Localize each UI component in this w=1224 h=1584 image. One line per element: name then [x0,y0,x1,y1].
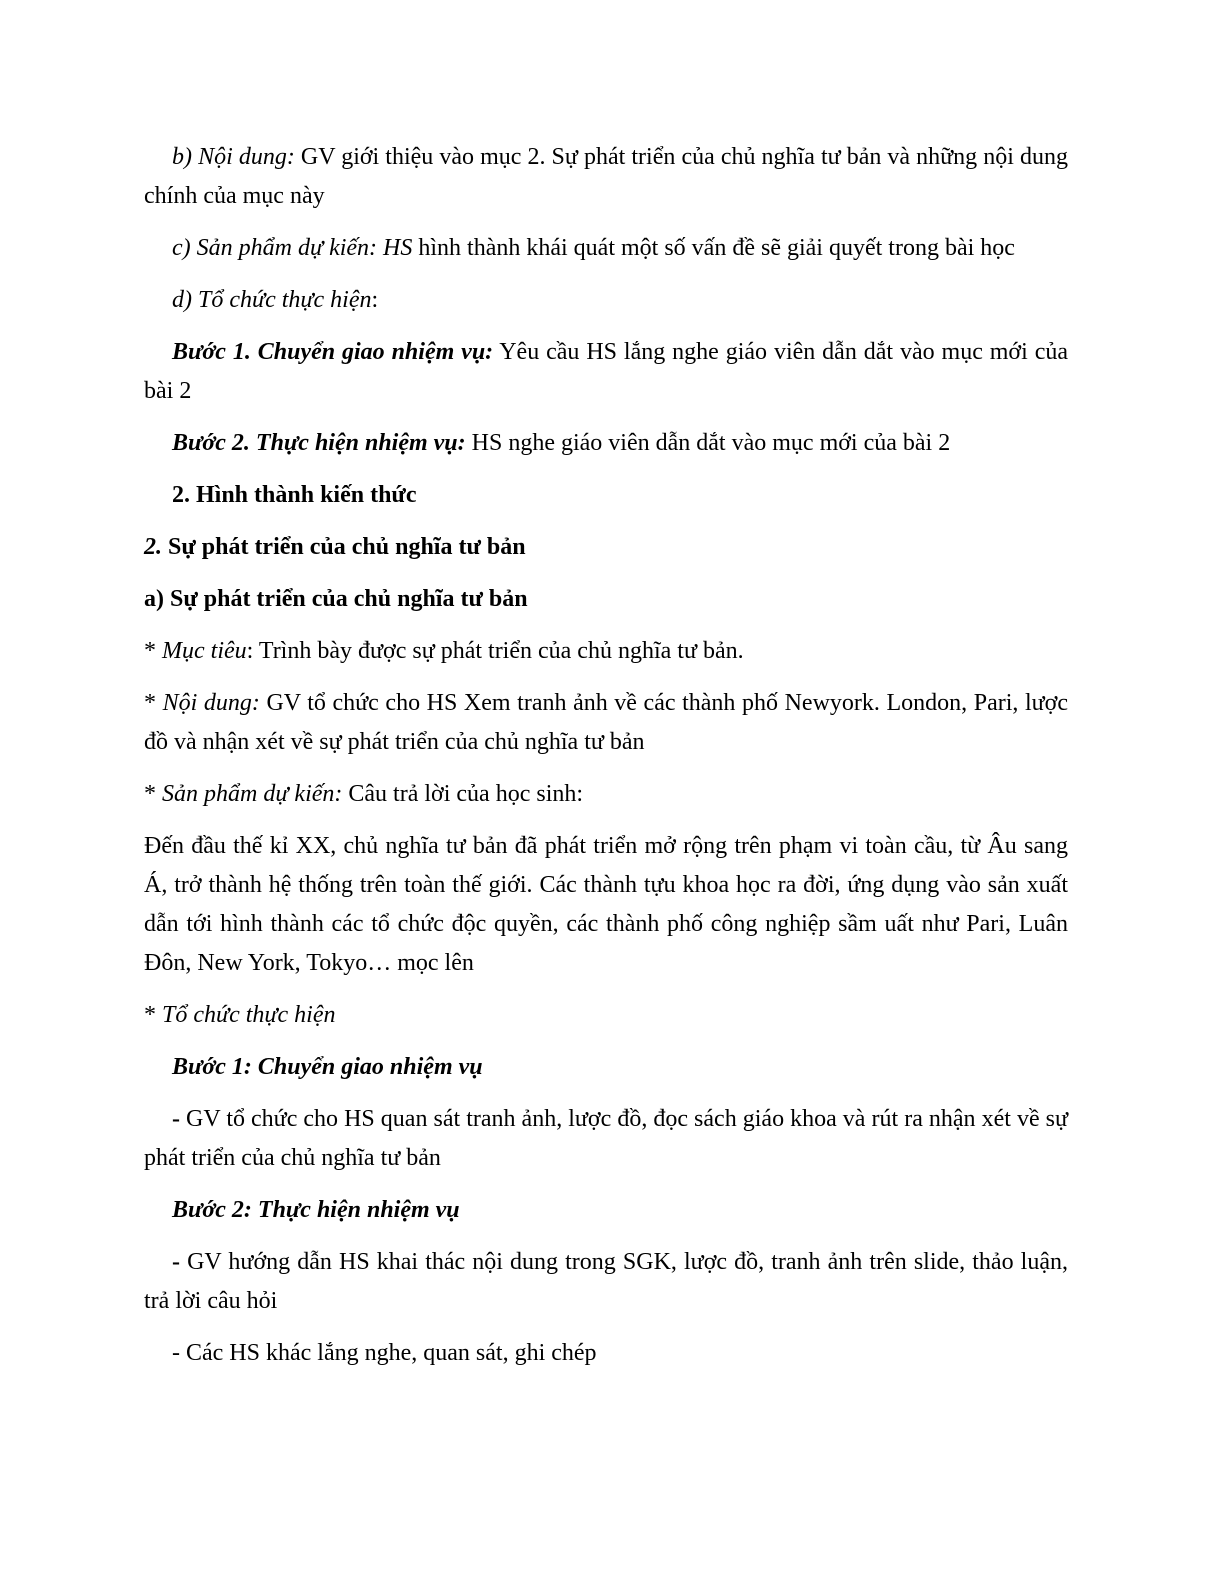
paragraph-gv-to-chuc [144,1100,1068,1178]
text-noi-dung-2: GV tổ chức cho HS Xem tranh ảnh về các thành phố Newyork. London, Pari, lược đồ và nhận xét về sự phát triển của chủ nghĩa tư bản [144,690,1069,755]
bullet-star: * [144,638,162,664]
label-noi-dung-2: Nội dung: [162,690,260,716]
heading-hinh-thanh-kien-thuc: 2. Hình thành kiến thức [172,482,417,508]
heading-buoc-1: Bước 1: Chuyển giao nhiệm vụ [172,1054,483,1080]
label-san-pham-2: Sản phẩm dự kiến: [162,781,343,807]
heading-buoc-2: Bước 2: Thực hiện nhiệm vụ [172,1197,460,1223]
paragraph-san-pham [144,229,1068,268]
document-page [144,138,1068,1386]
text-gv-huong-dan: GV hướng dẫn HS khai thác nội dung trong SGK, lược đồ, tranh ảnh trên slide, thảo luận, trả lời câu hỏi [144,1249,1068,1314]
label-noi-dung: b) Nội dung: [172,144,295,170]
text-muc-tieu: : Trình bày được sự phát triển của chủ nghĩa tư bản. [246,638,744,664]
text-san-pham: hình thành khái quát một số vấn đề sẽ giải quyết trong bài học [412,235,1015,261]
paragraph-buoc-2 [144,424,1068,463]
bullet-star: * [144,690,163,716]
text-buoc-2: HS nghe giáo viên dẫn dắt vào mục mới của bài 2 [465,430,951,456]
subheading-su-phat-trien: a) Sự phát triển của chủ nghĩa tư bản [144,586,528,612]
paragraph-to-chuc [144,281,1068,320]
paragraph-san-pham-2 [144,775,1068,814]
heading-number: 2. [144,534,162,560]
dash-bullet: - [172,1106,180,1132]
text-gv-to-chuc: GV tổ chức cho HS quan sát tranh ảnh, lược đồ, đọc sách giáo khoa và rút ra nhận xét về sự phát triển của chủ nghĩa tư bản [144,1106,1068,1171]
text-san-pham-2: Câu trả lời của học sinh: [342,781,584,807]
bullet-star: * [144,781,162,807]
text-to-chuc: : [371,287,379,313]
label-to-chuc-2: Tổ chức thực hiện [162,1002,336,1028]
bullet-star: * [144,1002,162,1028]
paragraph-to-chuc-2 [144,996,1068,1035]
text-buoc-1: Yêu cầu HS lắng nghe giáo viên dẫn dắt vào mục mới của bài 2 [144,339,1069,404]
paragraph-buoc-1 [144,333,1068,411]
heading-text: Sự phát triển của chủ nghĩa tư bản [162,534,526,560]
paragraph-answer: Đến đầu thế kỉ XX, chủ nghĩa tư bản đã phát triển mở rộng trên phạm vi toàn cầu, từ Âu sang Á, trở thành hệ thống trên toàn thế giới. Các thành tựu khoa học ra đời, ứng dụng vào sản xuất dẫn tới hình thành các tổ chức độc quyền, các thành phố công nghiệp sầm uất như Pari, Luân Đôn, New York, Tokyo… mọc lên [144,833,1068,976]
paragraph-noi-dung-2 [144,684,1068,762]
label-muc-tieu: Mục tiêu [162,638,247,664]
label-buoc-1: Bước 1. Chuyển giao nhiệm vụ: [172,339,494,365]
paragraph-gv-huong-dan [144,1243,1068,1321]
dash-bullet: - [172,1249,180,1275]
label-to-chuc: d) Tổ chức thực hiện [172,287,372,313]
label-san-pham: c) Sản phẩm dự kiến: HS [172,235,413,261]
label-buoc-2: Bước 2. Thực hiện nhiệm vụ: [172,430,466,456]
paragraph-noi-dung [144,138,1068,216]
heading-su-phat-trien [144,528,1068,567]
text-noi-dung: GV giới thiệu vào mục 2. Sự phát triển của chủ nghĩa tư bản và những nội dung chính của mục này [144,144,1068,209]
paragraph-muc-tieu [144,632,1068,671]
paragraph-hs-khac: - Các HS khác lắng nghe, quan sát, ghi chép [172,1340,597,1366]
